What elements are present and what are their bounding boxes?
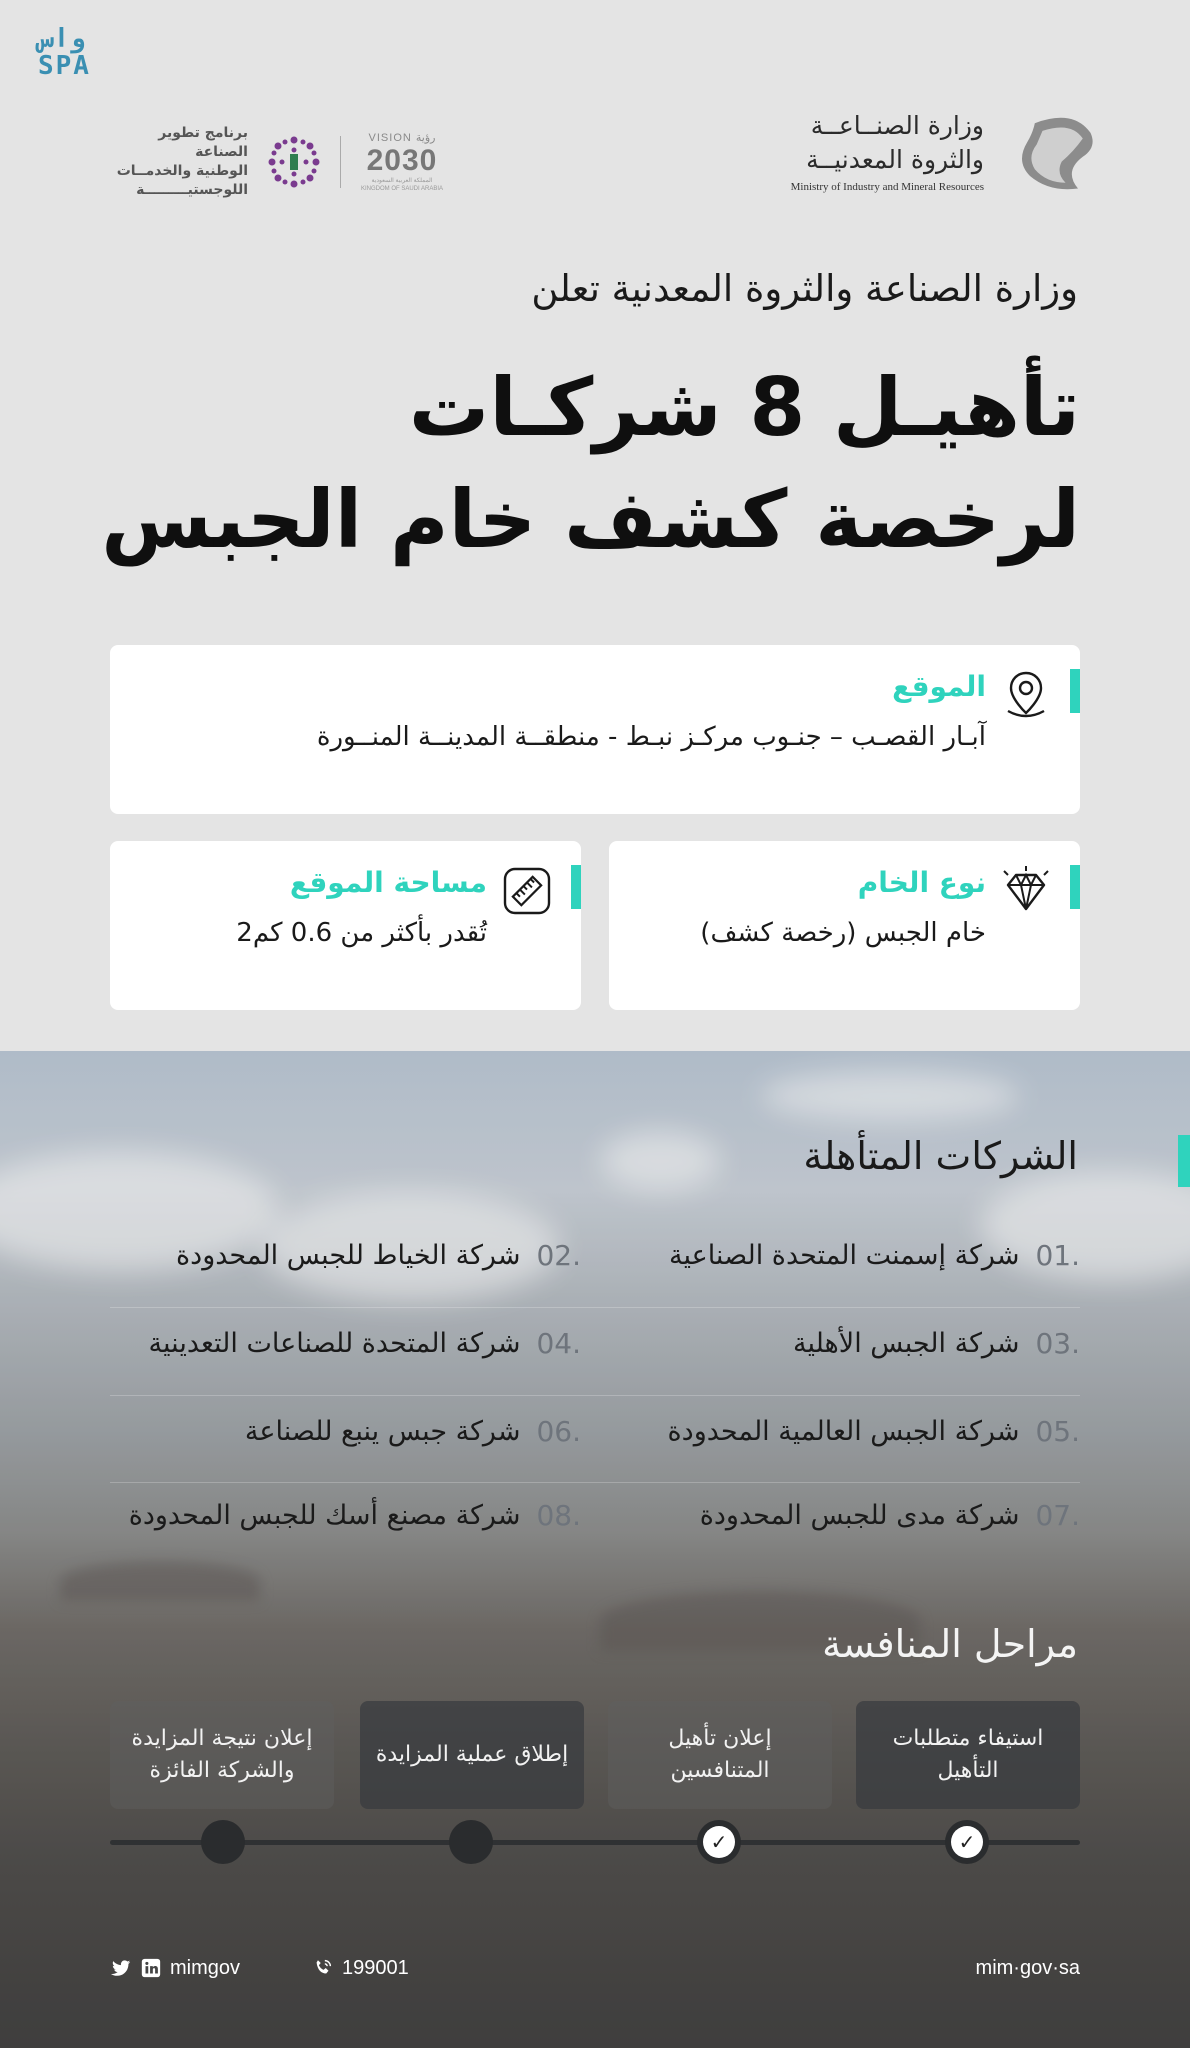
program-line3: اللوجستيـــــــــة <box>136 182 248 198</box>
ore-type-title: نوع الخام <box>857 866 986 899</box>
phone-icon <box>312 1957 334 1979</box>
vision-2030-logo <box>359 132 445 193</box>
company-name: شركة إسمنت المتحدة الصناعية <box>668 1240 1020 1271</box>
row-divider <box>110 1482 1080 1483</box>
vision-top: VISION رؤية <box>368 131 436 144</box>
section-accent-bar <box>1178 1135 1190 1187</box>
company-number: .06 <box>536 1415 581 1448</box>
company-name: شركة جبس ينبع للصناعة <box>244 1416 521 1447</box>
stage-node-pending <box>449 1820 493 1864</box>
program-flower-icon <box>266 134 322 190</box>
logo-divider <box>340 136 341 188</box>
headline-line2: لرخصة كشف خام الجبس <box>101 473 1080 566</box>
stage-node-pending <box>201 1820 245 1864</box>
ministry-emblem-icon <box>1006 104 1102 200</box>
card-accent-bar <box>571 865 581 909</box>
company-item <box>669 1236 1080 1276</box>
ministry-name <box>791 109 984 195</box>
location-card <box>110 645 1080 814</box>
company-name: شركة الجبس الأهلية <box>793 1328 1020 1359</box>
company-number: .04 <box>536 1327 581 1360</box>
company-name: شركة المتحدة للصناعات التعدينية <box>148 1328 521 1359</box>
diamond-icon <box>998 863 1054 919</box>
stage-card: استيفاء متطلبات التأهيل <box>856 1701 1080 1809</box>
company-number: .07 <box>1035 1499 1080 1532</box>
location-value: آبـار القصـب – جنـوب مركـز نبـط - منطقــة المدينــة المنــورة <box>316 722 986 752</box>
spa-logo-latin: SPA <box>38 51 91 81</box>
stage-card: إطلاق عملية المزايدة <box>360 1701 584 1809</box>
check-icon: ✓ <box>703 1826 735 1858</box>
area-title: مساحة الموقع <box>289 866 487 899</box>
program-name <box>108 124 248 200</box>
vision-sub: المملكة العربية السعودية KINGDOM OF SAUDI ARABIA <box>360 177 443 192</box>
company-number: .01 <box>1035 1239 1080 1272</box>
stage-node <box>697 1820 741 1864</box>
ruler-icon <box>499 863 555 919</box>
company-item <box>149 1324 581 1364</box>
company-name: شركة الخياط للجبس المحدودة <box>176 1240 521 1271</box>
ministry-name-english: Ministry of Industry and Mineral Resources <box>790 181 984 193</box>
company-name: شركة مدى للجبس المحدودة <box>699 1500 1020 1531</box>
website-text: mim·gov·sa <box>975 1957 1080 1979</box>
stages-title: مراحل المنافسة <box>822 1622 1078 1666</box>
ore-type-value: خام الجبس (رخصة كشف) <box>700 918 986 948</box>
vision-year: 2030 <box>366 143 438 177</box>
linkedin-icon <box>140 1957 162 1979</box>
program-line2: الوطنية والخدمــات <box>116 163 248 179</box>
program-line1: برنامج تطوير الصناعة <box>158 125 248 160</box>
social-handle-text: mimgov <box>170 1957 241 1979</box>
qualified-title: الشركات المتأهلة <box>803 1134 1078 1178</box>
stages-track <box>110 1840 1080 1845</box>
check-icon: ✓ <box>951 1826 983 1858</box>
company-item <box>668 1412 1080 1452</box>
area-value: تُقدر بأكثر من 0.6 كم2 <box>236 918 487 948</box>
company-item <box>793 1324 1080 1364</box>
twitter-icon <box>110 1957 132 1979</box>
row-divider <box>110 1307 1080 1308</box>
spa-logo-arabic: واس <box>38 24 85 54</box>
landscape-background <box>0 1051 1190 2048</box>
company-number: .02 <box>536 1239 581 1272</box>
row-divider <box>110 1395 1080 1396</box>
website-link[interactable] <box>976 1954 1080 1982</box>
company-item <box>176 1236 581 1276</box>
company-item <box>129 1496 581 1536</box>
company-name: شركة مصنع أسك للجبس المحدودة <box>128 1500 521 1531</box>
location-title: الموقع <box>892 670 986 703</box>
company-number: .08 <box>536 1499 581 1532</box>
ministry-name-line2: والثروة المعدنيــة <box>806 145 984 174</box>
headline <box>101 352 1080 576</box>
ministry-logo <box>791 104 1102 200</box>
company-name: شركة الجبس العالمية المحدودة <box>667 1416 1020 1447</box>
phone-number-text: 199001 <box>342 1957 409 1979</box>
company-item <box>245 1412 581 1452</box>
company-item <box>700 1496 1080 1536</box>
headline-line1: تأهيـل 8 شركـات <box>408 361 1080 454</box>
social-handle[interactable] <box>110 1954 240 1982</box>
location-pin-icon <box>998 667 1054 723</box>
stage-node <box>945 1820 989 1864</box>
ore-type-card <box>609 841 1080 1010</box>
partner-logos <box>108 124 445 200</box>
card-accent-bar <box>1070 865 1080 909</box>
area-card <box>110 841 581 1010</box>
card-accent-bar <box>1070 669 1080 713</box>
company-number: .05 <box>1035 1415 1080 1448</box>
stage-card: إعلان نتيجة المزايدة والشركة الفائزة <box>110 1701 334 1809</box>
announcement-line: وزارة الصناعة والثروة المعدنية تعلن <box>531 267 1078 310</box>
company-number: .03 <box>1035 1327 1080 1360</box>
phone-number[interactable] <box>312 1954 409 1982</box>
ministry-name-line1: وزارة الصنــاعــة <box>810 111 984 140</box>
spa-logo <box>38 26 118 82</box>
stage-card: إعلان تأهيل المتنافسين <box>608 1701 832 1809</box>
